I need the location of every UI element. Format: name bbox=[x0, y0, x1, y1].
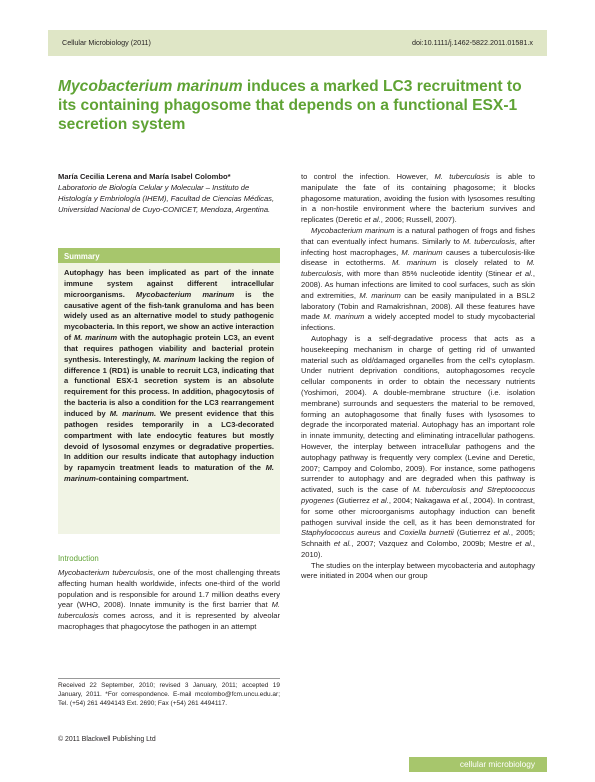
paragraph bbox=[301, 561, 535, 583]
text-seg: , 2010). bbox=[301, 539, 535, 559]
intro-seg: comes across, and it is represented by alveolar macrophages that phagocytose the pathogen in an attempt bbox=[58, 611, 280, 631]
text-seg: , 2007; Vazquez and Colombo, 2009b; Mestre bbox=[351, 539, 516, 549]
text-seg: The studies on the interplay between mycobacteria and autophagy were initiated in 2004 when our group bbox=[301, 560, 535, 581]
text-seg: M. marinum bbox=[359, 290, 401, 300]
text-seg: , 2008). As human infections are limited to cool surfaces, such as skin and extremities, bbox=[301, 269, 535, 300]
copyright: © 2011 Blackwell Publishing Ltd bbox=[58, 736, 156, 743]
text-seg: M. tuberculosis bbox=[434, 172, 490, 181]
text-seg: is a natural pathogen of frogs and fishes that can eventually infect humans. Similarly to bbox=[301, 225, 535, 246]
text-seg: and bbox=[380, 528, 399, 538]
text-seg: can be easily manipulated in a BSL2 laboratory (Tobin and Ramakrishnan, 2008). All these features have made bbox=[301, 290, 535, 322]
summary-seg: M. marinum bbox=[152, 354, 196, 364]
text-seg: et al. bbox=[372, 495, 389, 505]
text-seg: , 2004). In contrast, for some other microorganisms autophagy induction can benefit pathogen survival inside the cell, as it has been demonstrated for bbox=[301, 495, 536, 527]
text-seg: is able to manipulate the fate of its containing phagosome; it blocks phagosome maturation, avoiding the fusion with lysosomes resulting in a non-hostile environment where the bacterium survives and replicates (Deretic bbox=[301, 172, 535, 225]
text-seg: M. tuberculosis bbox=[462, 236, 515, 246]
introduction-text bbox=[58, 568, 280, 633]
text-seg: Autophagy is a self-degradative process that acts as a housekeeping mechanism in charge of getting rid of unwanted material such as old/damaged organelles from the cell's cytoplasm. Under nutrient deprivation conditions, autophagosomes recycle cellular components in order to obtain the necessary nutrients (Yoshimori, 2004). A double-membrane structure (i.e. isolation membrane) surrounds and sequesters the material to be removed, forming an autophagosome that finally fuses with lysosomes to degrade the incorporated material. Autophagy has an important role in innate immunity, detecting and eliminating intracellular pathogens. However, the interplay between intracellular pathogens and the autophagy pathway is frequently very complex (Levine and Deretic, 2007; Campoy and Colombo, 2009). For instance, some pathogens surrender to autophagy and are degraded when this pathway is activated, such is the case of bbox=[301, 333, 535, 495]
right-column bbox=[301, 172, 535, 582]
journal-header-band bbox=[48, 30, 547, 56]
text-seg: Mycobacterium marinum bbox=[311, 225, 395, 235]
summary-seg: We present evidence that this pathogen resides temporarily in a LC3-decorated compartment with late endocytic features but mostly devoid of lysosomal enzymes or degradative properties. In addition our results indicate that autophagy induction by rapamycin treatment leads to maturation of the bbox=[64, 408, 274, 473]
summary-seg: Autophagy has been implicated as part of the innate immune system against different intracellular microorganisms. bbox=[64, 268, 274, 299]
text-seg: , 2005; Schnaith bbox=[301, 528, 535, 549]
summary-seg: Mycobacterium marinum bbox=[135, 289, 235, 299]
introduction-heading: Introduction bbox=[58, 554, 99, 563]
text-seg: M. marinum bbox=[391, 258, 437, 268]
summary-text bbox=[58, 263, 280, 490]
text-seg: et al. bbox=[515, 539, 533, 549]
summary-box bbox=[58, 248, 280, 534]
summary-seg: lacking the region of difference 1 (RD1) is unable to recruit LC3, indicating that a functional ESX-1 secretion system is an absolute requirement for this process. In addition, phagocytosis of the bacteria is also a condition for the LC3 rearrangement induced by bbox=[64, 354, 275, 418]
text-seg: et al. bbox=[493, 528, 511, 538]
summary-seg: with the autophagic protein LC3, an event that requires pathogen viability and bacterial protein synthesis. Interestingly, bbox=[64, 333, 274, 364]
received-note: Received 22 September, 2010; revised 3 January, 2011; accepted 19 January, 2011. *For correspondence. E-mail mcolombo@fcm.uncu.edu.ar; Tel. (+54) 261 4494143 Ext. 2690; Fax (+54) 261 4494117. bbox=[58, 682, 280, 707]
text-seg: M. marinum bbox=[323, 312, 365, 322]
journal-footer-band bbox=[409, 757, 547, 772]
paragraph bbox=[301, 226, 535, 334]
title-italic: Mycobacterium marinum bbox=[58, 78, 243, 95]
affiliation: Laboratorio de Biología Celular y Molecular – Instituto de Histología y Embriología (IHEM), Facultad de Ciencias Médicas, Universidad Nacional de Cuyo-CONICET, Mendoza, Argentina. bbox=[58, 183, 275, 214]
text-seg: , with more than 85% nucleotide identity (Stinear bbox=[341, 269, 516, 279]
text-seg: Coxiella burnetii bbox=[398, 528, 454, 538]
summary-seg: is the causative agent of the fish-tank granuloma and has been widely used as an alternative model to study pathogenic mycobacteria. In this report, we show an active interaction of bbox=[64, 289, 274, 343]
intro-seg: M. tuberculosis bbox=[58, 600, 280, 621]
text-seg: a widely accepted model to study mycobacterial infections. bbox=[301, 312, 535, 333]
paragraph bbox=[301, 334, 535, 561]
paragraph bbox=[301, 172, 535, 226]
journal-name: Cellular Microbiology (2011) bbox=[62, 38, 151, 47]
text-seg: , 2006; Russell, 2007). bbox=[380, 215, 457, 225]
text-seg: to control the infection. However, bbox=[301, 172, 435, 181]
authors: María Cecilia Lerena and María Isabel Colombo* bbox=[58, 172, 231, 181]
intro-seg: Mycobacterium tuberculosis bbox=[58, 568, 153, 577]
text-seg: et al. bbox=[364, 215, 381, 225]
summary-heading: Summary bbox=[58, 248, 280, 263]
text-seg: M. marinum bbox=[401, 247, 443, 257]
footer-label: cellular microbiology bbox=[459, 759, 535, 769]
summary-seg: M. marinum bbox=[73, 333, 118, 343]
text-seg: (Gutierrez bbox=[333, 495, 373, 505]
text-seg: causes a tuberculosis-like disease in ectotherms. bbox=[301, 247, 536, 268]
text-seg: M. tuberculosis and Streptococcus pyogenes bbox=[301, 485, 535, 505]
text-seg: et al. bbox=[452, 495, 470, 505]
article-title bbox=[58, 77, 528, 134]
text-seg: et al. bbox=[515, 269, 533, 279]
text-seg: (Gutierrez bbox=[453, 528, 494, 538]
summary-seg: -containing compartment. bbox=[95, 474, 189, 484]
footnote-divider bbox=[58, 678, 280, 679]
text-seg: is closely related to bbox=[436, 258, 527, 268]
summary-seg: M. marinum bbox=[64, 463, 274, 484]
intro-seg: , one of the most challenging threats affecting human health worldwide, infects one-third of the world population and is responsible for around 1.7 million deaths every year (WHO, 2008). Innate immunity is the first barrier that bbox=[58, 568, 280, 610]
text-seg: , 2004; Nakagawa bbox=[388, 495, 453, 505]
text-seg: et al. bbox=[333, 539, 352, 549]
doi: doi:10.1111/j.1462-5822.2011.01581.x bbox=[412, 38, 533, 47]
text-seg: , after infecting host macrophages, bbox=[301, 236, 535, 257]
text-seg: M. tuberculosis bbox=[301, 258, 535, 279]
text-seg: Staphylococcus aureus bbox=[301, 528, 381, 538]
summary-seg: M. marinum. bbox=[109, 408, 157, 418]
title-rest: induces a marked LC3 recruitment to its containing phagosome that depends on a functional ESX-1 secretion system bbox=[58, 78, 522, 133]
